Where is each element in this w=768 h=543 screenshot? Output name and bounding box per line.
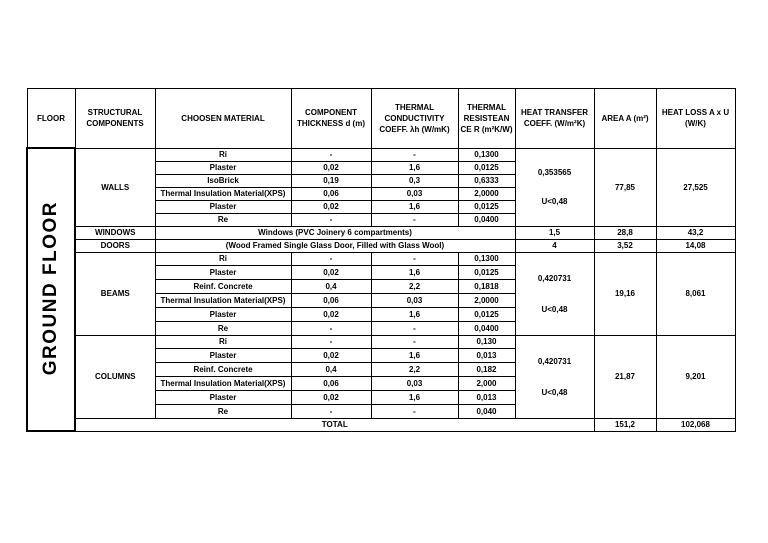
windows-material: Windows (PVC Joinery 6 compartments) [155, 226, 515, 239]
material-cell: Re [155, 404, 291, 418]
doors-label: DOORS [75, 239, 155, 252]
thickness-cell: 0,02 [291, 200, 371, 213]
header-area: AREA A (m²) [594, 89, 656, 149]
thickness-cell: 0,02 [291, 390, 371, 404]
doors-heat-loss: 14,08 [656, 239, 735, 252]
material-cell: Re [155, 321, 291, 335]
conductivity-cell: - [371, 335, 458, 349]
material-cell: Plaster [155, 307, 291, 321]
columns-u-cell [515, 335, 594, 418]
conductivity-cell: 2,2 [371, 280, 458, 294]
resistance-cell: 0,040 [458, 404, 515, 418]
walls-u-cell [515, 148, 594, 226]
thickness-cell: 0,06 [291, 376, 371, 390]
thickness-cell: 0,19 [291, 174, 371, 187]
beams-row-ri [27, 252, 735, 266]
beams-u-cell [515, 252, 594, 335]
beams-area: 19,16 [594, 252, 656, 335]
floor-cell [27, 148, 75, 431]
columns-row-ri [27, 335, 735, 349]
windows-heat-loss: 43,2 [656, 226, 735, 239]
header-conductivity: THERMAL CONDUCTIVITY COEFF. λh (W/mK) [371, 89, 458, 149]
material-cell: Plaster [155, 349, 291, 363]
material-cell: Reinf. Concrete [155, 363, 291, 377]
columns-u-limit: U<0,48 [541, 387, 568, 397]
thickness-cell: - [291, 252, 371, 266]
material-cell: Plaster [155, 390, 291, 404]
material-cell: IsoBrick [155, 174, 291, 187]
walls-row-ri [27, 148, 735, 161]
doors-material: (Wood Framed Single Glass Door, Filled with Glass Wool) [155, 239, 515, 252]
resistance-cell: 0,0125 [458, 307, 515, 321]
windows-u: 1,5 [515, 226, 594, 239]
material-cell: Thermal Insulation Material(XPS) [155, 187, 291, 200]
header-floor: FLOOR [27, 89, 75, 149]
thickness-cell: - [291, 335, 371, 349]
material-cell: Ri [155, 148, 291, 161]
total-area: 151,2 [594, 418, 656, 431]
conductivity-cell: 1,6 [371, 390, 458, 404]
beams-u-value: 0,420731 [537, 273, 572, 283]
material-cell: Plaster [155, 161, 291, 174]
thickness-cell: - [291, 321, 371, 335]
columns-heat-loss: 9,201 [656, 335, 735, 418]
columns-area: 21,87 [594, 335, 656, 418]
conductivity-cell: - [371, 321, 458, 335]
conductivity-cell: 1,6 [371, 161, 458, 174]
beams-heat-loss: 8,061 [656, 252, 735, 335]
resistance-cell: 2,0000 [458, 293, 515, 307]
conductivity-cell: 0,03 [371, 376, 458, 390]
header-structural: STRUCTURAL COMPONENTS [75, 89, 155, 149]
thickness-cell: 0,06 [291, 187, 371, 200]
doors-area: 3,52 [594, 239, 656, 252]
walls-heat-loss: 27,525 [656, 148, 735, 226]
heat-loss-table [26, 88, 736, 432]
material-cell: Ri [155, 252, 291, 266]
conductivity-cell: - [371, 252, 458, 266]
resistance-cell: 0,0125 [458, 161, 515, 174]
resistance-cell: 0,130 [458, 335, 515, 349]
thickness-cell: 0,4 [291, 363, 371, 377]
resistance-cell: 0,013 [458, 349, 515, 363]
conductivity-cell: 0,3 [371, 174, 458, 187]
resistance-cell: 0,0125 [458, 200, 515, 213]
total-label: TOTAL [75, 418, 594, 431]
thickness-cell: 0,4 [291, 280, 371, 294]
conductivity-cell: - [371, 213, 458, 226]
header-transfer: HEAT TRANSFER COEFF. (W/m²K) [515, 89, 594, 149]
conductivity-cell: 2,2 [371, 363, 458, 377]
resistance-cell: 0,6333 [458, 174, 515, 187]
conductivity-cell: 1,6 [371, 200, 458, 213]
material-cell: Plaster [155, 266, 291, 280]
windows-label: WINDOWS [75, 226, 155, 239]
thickness-cell: - [291, 404, 371, 418]
beams-u-limit: U<0,48 [541, 304, 568, 314]
resistance-cell: 0,182 [458, 363, 515, 377]
resistance-cell: 0,0125 [458, 266, 515, 280]
thickness-cell: 0,02 [291, 266, 371, 280]
thickness-cell: - [291, 213, 371, 226]
columns-label: COLUMNS [75, 335, 155, 418]
header-heatloss: HEAT LOSS A x U (W/K) [656, 89, 735, 149]
thickness-cell: 0,02 [291, 161, 371, 174]
conductivity-cell: 0,03 [371, 293, 458, 307]
total-row [27, 418, 735, 431]
doors-row [27, 239, 735, 252]
resistance-cell: 0,1300 [458, 148, 515, 161]
resistance-cell: 2,000 [458, 376, 515, 390]
thickness-cell: - [291, 148, 371, 161]
walls-label: WALLS [75, 148, 155, 226]
resistance-cell: 0,0400 [458, 213, 515, 226]
walls-u-value: 0,353565 [537, 168, 572, 177]
material-cell: Re [155, 213, 291, 226]
header-material: CHOOSEN MATERIAL [155, 89, 291, 149]
material-cell: Ri [155, 335, 291, 349]
thickness-cell: 0,02 [291, 349, 371, 363]
windows-area: 28,8 [594, 226, 656, 239]
thickness-cell: 0,02 [291, 307, 371, 321]
thickness-cell: 0,06 [291, 293, 371, 307]
conductivity-cell: 1,6 [371, 349, 458, 363]
total-heat-loss: 102,068 [656, 418, 735, 431]
conductivity-cell: - [371, 148, 458, 161]
walls-area: 77,85 [594, 148, 656, 226]
resistance-cell: 0,0400 [458, 321, 515, 335]
material-cell: Thermal Insulation Material(XPS) [155, 293, 291, 307]
conductivity-cell: - [371, 404, 458, 418]
conductivity-cell: 1,6 [371, 266, 458, 280]
conductivity-cell: 0,03 [371, 187, 458, 200]
conductivity-cell: 1,6 [371, 307, 458, 321]
beams-label: BEAMS [75, 252, 155, 335]
columns-u-value: 0,420731 [537, 356, 572, 366]
header-thickness: COMPONENT THICKNESS d (m) [291, 89, 371, 149]
resistance-cell: 2,0000 [458, 187, 515, 200]
resistance-cell: 0,1818 [458, 280, 515, 294]
walls-u-limit: U<0,48 [541, 197, 568, 206]
resistance-cell: 0,013 [458, 390, 515, 404]
resistance-cell: 0,1300 [458, 252, 515, 266]
header-resistance: THERMAL RESISTEAN CE R (m²K/W) [458, 89, 515, 149]
material-cell: Plaster [155, 200, 291, 213]
material-cell: Thermal Insulation Material(XPS) [155, 376, 291, 390]
windows-row [27, 226, 735, 239]
material-cell: Reinf. Concrete [155, 280, 291, 294]
header-row [27, 89, 735, 149]
doors-u: 4 [515, 239, 594, 252]
floor-label: GROUND FLOOR [40, 200, 61, 376]
